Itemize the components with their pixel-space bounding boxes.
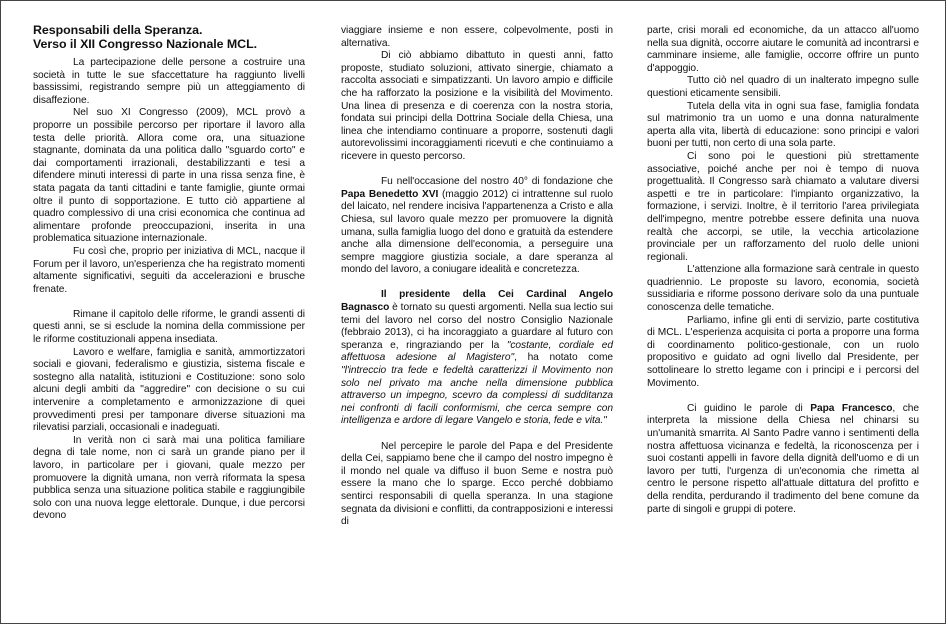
text-span: , ha notato come [514, 352, 613, 364]
column-1 [33, 23, 305, 523]
paragraph: Fu così che, proprio per iniziativa di MCL, nacque il Forum per il lavoro, un'esperienza che ha registrato momenti altamente significativi, seguiti da accelerazioni e brusche frenate. [33, 245, 305, 295]
page-title [33, 23, 305, 51]
text-span: , che interpreta la missione della Chiesa nel chinarsi su un'umanità smarrita. Al Santo Padre vanno i sentimenti della nostra affettuosa vicinanza e fedeltà, la riconoscenza per i suoi costanti appelli in favore della dignità dell'uomo e di un lavoro per tutti, l'urgenza di un'economia che rimetta al centro le persone rispetto all'attuale dittatura del profitto e della rendita, perdurando il tradimento del bene comune da parte di singoli e gruppi di potere. [647, 402, 919, 515]
quote-italic: "l'intreccio tra fede e fedeltà caratterizzi il Movimento non solo nel privato ma anche nella dimensione pubblica attraverso un impegno, scevro da complessi di sudditanza nei confronti di facili conformismi, che cerca sempre con intelligenza e ardore di legare Vangelo e storia, fede e vita." [341, 365, 613, 427]
quote-italic: "costante, cordiale ed affettuosa adesione al Magistero" [341, 339, 613, 364]
text-span: Fu nell'occasione del nostro 40° di fondazione che [381, 176, 613, 188]
column-2 [341, 25, 613, 529]
paragraph: Nel percepire le parole del Papa e del Presidente della Cei, sappiamo bene che il campo del nostro impegno è il mondo nel quale va diffuso il buon Seme e nostra può essere la mano che lo sparge. Ecco perché dobbiamo sentirci responsabili di quella speranza. In una stagione segnata da divisioni e conflitti, da contrapposizioni e interessi di [341, 440, 613, 528]
paragraph: Ci sono poi le questioni più strettamente associative, poiché anche per noi è tempo di nuova progettualità. Il Congresso sarà chiamato a valutare diversi aspetti e tre in particolare: l'impianto organizzativo, la formazione, i servizi. Inoltre, è il territorio l'area privilegiata dell'impegno, mentre potrebbe essere definita una nuova realtà che accorpi, se utile, la vecchia articolazione provinciale per un rafforzamento del ruolo delle unioni regionali. [647, 150, 919, 263]
paragraph [341, 289, 613, 428]
paragraph: In verità non ci sarà mai una politica familiare degna di tale nome, non ci sarà un grande piano per il lavoro, in particolare per i giovani, quale mezzo per promuovere la dignità umana, non verrà riformata la spesa pubblica senza una situazione politica stabile e raggiungibile solo con una nuova legge elettorale. Dunque, i due percorsi devono [33, 434, 305, 522]
paragraph: Nel suo XI Congresso (2009), MCL provò a proporre un possibile percorso per riportare il lavoro alla testa delle priorità. Allora come ora, una situazione stagnante, dominata da una politica dallo "sguardo corto" e dai comportamenti irrazionali, destabilizzanti e tesi a difendere minuti interessi di parte in una rissa senza fine, è stata pagata da tanti cittadini e tante famiglie, giunte ormai oltre il punto di sopportazione. E tutto ciò appartiene al quadro complessivo di una crisi economica che continua ad alimentare profonde preoccupazioni, inserita in una problematica situazione internazionale. [33, 107, 305, 245]
paragraph: Rimane il capitolo delle riforme, le grandi assenti di questi anni, se si esclude la nomina della commissione per le riforme costituzionali appena insediata. [33, 308, 305, 346]
paragraph [647, 403, 919, 516]
title-line-2: Verso il XII Congresso Nazionale MCL. [33, 37, 257, 51]
column-3 [647, 25, 919, 516]
paragraph: Tutto ciò nel quadro di un inalterato impegno sulle questioni eticamente sensibili. [647, 75, 919, 99]
paragraph: viaggiare insieme e non essere, colpevolmente, posti in alternativa. [341, 25, 613, 49]
bold-name: Papa Benedetto XVI [341, 188, 439, 200]
paragraph: L'attenzione alla formazione sarà centrale in questo quadriennio. Le proposte su lavoro, economia, società sussidiaria e riforme possono derivare solo da una puntuale conoscenza delle tematiche. [647, 264, 919, 314]
paragraph: parte, crisi morali ed economiche, da un attacco all'uomo nella sua dignità, occorre aiutare le comunità ad incontrarsi e camminare insieme, alle famiglie, occorre offrire un punto d'appoggio. [647, 25, 919, 74]
bold-name: Papa Francesco [810, 402, 893, 414]
paragraph: Tutela della vita in ogni sua fase, famiglia fondata sul matrimonio tra un uomo e una donna naturalmente aperta alla vita, libertà di educazione: sono principi e valori buoni per tutti, non certo di una sola parte. [647, 100, 919, 150]
paragraph: La partecipazione delle persone a costruire una società in tutte le sue sfaccettature ha raggiunto livelli bassissimi, registrando sempre più un atteggiamento di disaffezione. [33, 57, 305, 106]
text-span: è tornato su questi argomenti. Nella sua lectio sui temi del lavoro nel corso del nostro Consiglio Nazionale (febbraio 2013), ci ha incoraggiato a guardare al futuro con speranza e, ringraziando per la [341, 302, 613, 351]
paragraph [341, 176, 613, 277]
text-span: Ci guidino le parole di [687, 402, 811, 414]
bold-name: Il presidente della Cei Cardinal Angelo Bagnasco [341, 289, 613, 314]
title-line-1: Responsabili della Speranza. [33, 23, 203, 37]
paragraph: Di ciò abbiamo dibattuto in questi anni, fatto proposte, studiato soluzioni, attivato sinergie, chiamato a raccolta associati e simpatizzanti. Un lavoro ampio e difficile che ha rafforzato la posizione e la visibilità del Movimento. Una linea di presenza e di coerenza con la nostra storia, fondata sui principi della Dottrina Sociale della Chiesa, una linea che intendiamo continuare a proporre, sostenuti dagli autorevolissimi incoraggiamenti ricevuti e che continuiamo a ricevere in questo percorso. [341, 50, 613, 162]
paragraph: Lavoro e welfare, famiglia e sanità, ammortizzatori sociali e giovani, federalismo e giustizia, sistema fiscale e sostegno alla natalità, istituzioni e Costituzione: sono solo alcuni degli ambiti da "aggredire" con decisione o su cui intervenire a completamento e armonizzazione di quei provvedimenti presi per tamponare diverse situazioni ma rilevatisi parziali, occasionali e inadeguati. [33, 346, 305, 434]
paragraph: Parliamo, infine gli enti di servizio, parte costitutiva di MCL. L'esperienza acquisita ci porta a proporre una forma di coordinamento politico-gestionale, con un ruolo propositivo e guidato ad ogni livello dal Presidente, per sottolineare lo stretto legame con i principi e i percorsi del Movimento. [647, 314, 919, 389]
text-span: (maggio 2012) ci intrattenne sul ruolo del laicato, nel rendere incisiva l'appartenenza a Cristo e alla Chiesa, sul lavoro quale mezzo per promuovere la dignità umana, sulla famiglia luogo del dono e gratuità da estendere anche alla dimensione dell'economia, a perseguire una sempre maggiore giustizia sociale, a dare speranza al mondo del lavoro, a coniugare idealità e concretezza. [341, 188, 613, 276]
